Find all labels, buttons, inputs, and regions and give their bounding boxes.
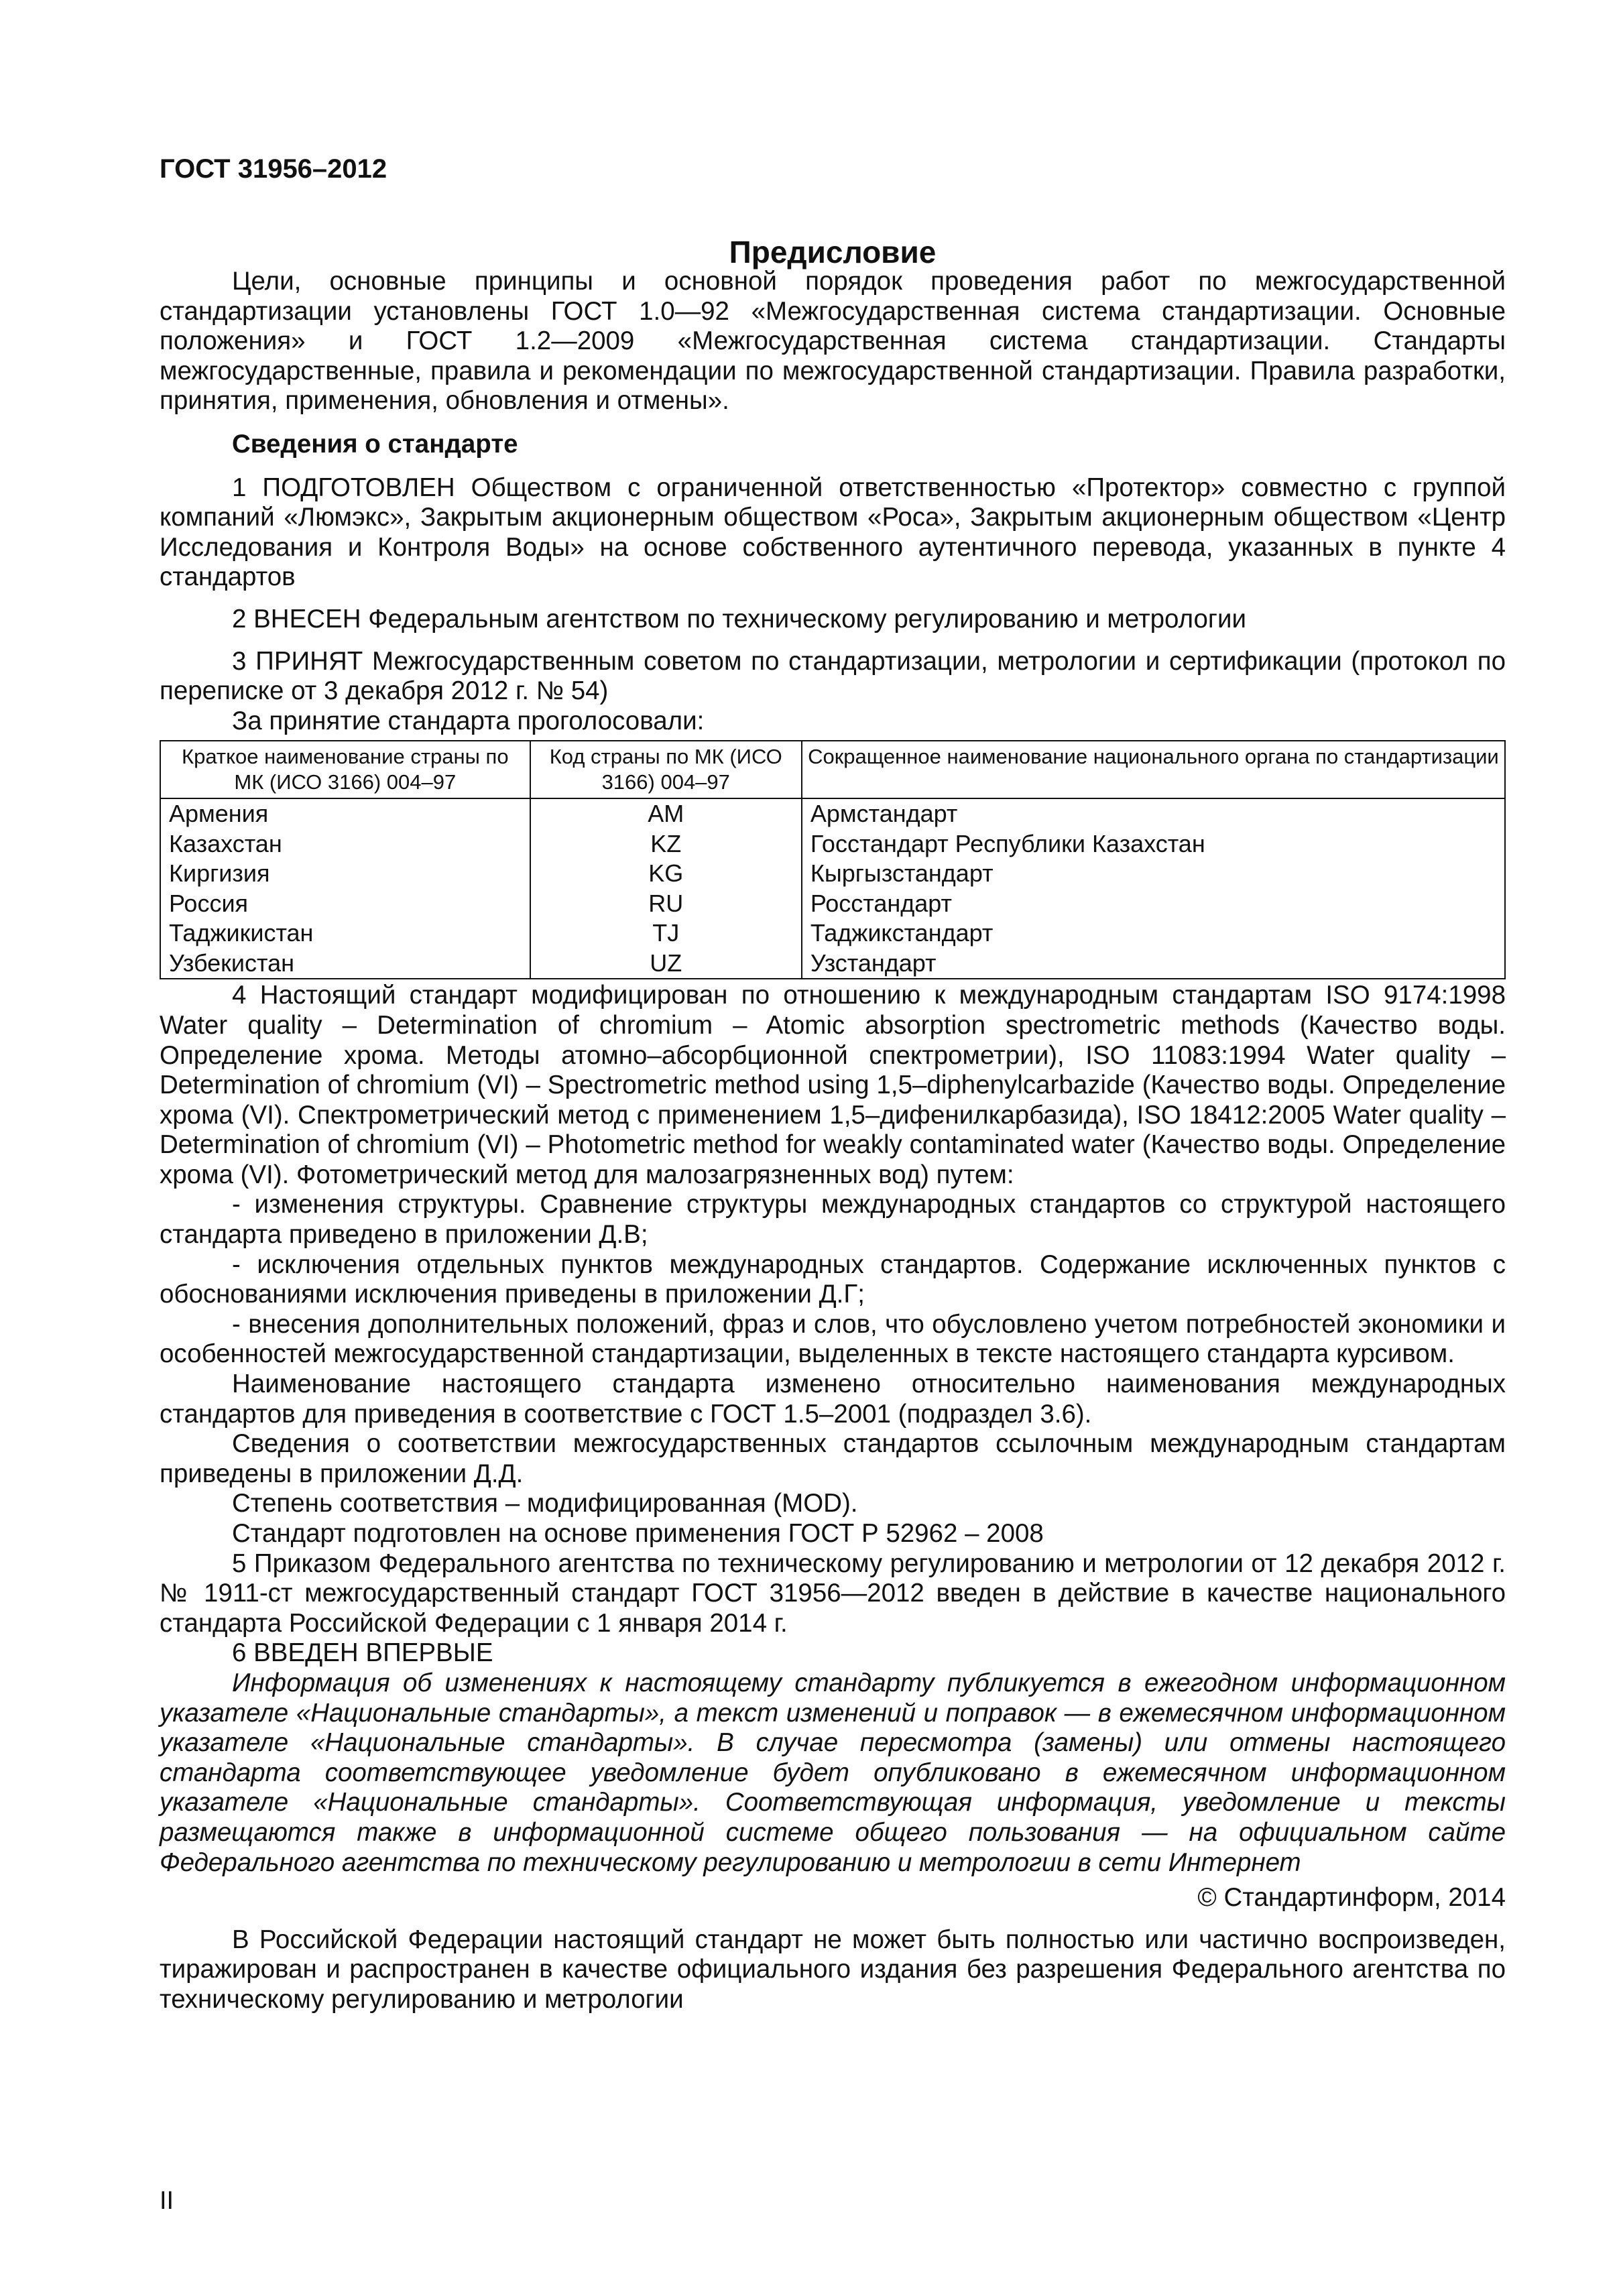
code-cell: AM [530,798,802,829]
body-cell: Таджикстандарт [802,918,1505,949]
item-4-bullet: - внесения дополнительных положений, фраз и слов, что обусловлено учетом потребностей экономики и особенностей межгосударственной стандартизации, выделенных в тексте настоящего стандарта курсивом. [160,1309,1506,1369]
country-cell: Узбекистан [160,949,530,979]
body-cell: Кыргызстандарт [802,859,1505,889]
changes-info-paragraph: Информация об изменениях к настоящему стандарту публикуется в ежегодном информационном указателе «Национальные стандарты», а текст изменений и поправок — в ежемесячном информационном указателе «Национальные стандарты». В случае пересмотра (замены) или отмены настоящего стандарта соответствующее уведомление будет опубликовано в ежемесячном информационном указателе «Национальные стандарты». Соответствующая информация, уведомление и тексты размещаются также в информационной системе общего пользования — на официальном сайте Федерального агентства по техническому регулированию и метрологии в сети Интернет [160,1668,1506,1877]
page-number: II [160,2187,174,2215]
references-paragraph: Сведения о соответствии межгосударственных стандартов ссылочным международным стандартам приведены в приложении Д.Д. [160,1429,1506,1488]
conformity-paragraph: Степень соответствия – модифицированная (MOD). [232,1489,858,1518]
section-subtitle: Сведения о стандарте [232,429,518,459]
item-4-paragraph: 4 Настоящий стандарт модифицирован по отношению к международным стандартам ISO 9174:1998 Water quality – Determination of chromium – Atomic absorption spectrometric methods (Качество воды. Определение хрома. Методы атомно–абсорбционной спектрометрии), ISO 11083:1994 Water quality – Determination of chromium (VI) – Spectrometric method using 1,5–diphenylcarbazide (Качество воды. Определение хрома (VI). Спектрометрический метод с применением 1,5–дифенилкарбазида), ISO 18412:2005 Water quality – Determination of chromium (VI) – Photometric method for weakly contaminated water (Качество воды. Определение хрома (VI). Фотометрический метод для малозагрязненных вод) путем: [160,981,1506,1189]
table-row [160,949,1505,979]
body-cell: Армстандарт [802,798,1505,829]
table-row [160,859,1505,889]
column-header-code: Код страны по МК (ИСО 3166) 004–97 [530,741,802,798]
column-header-country: Краткое наименование страны по МК (ИСО 3166) 004–97 [160,741,530,798]
countries-table [160,740,1506,979]
voted-caption: За принятие стандарта проголосовали: [232,706,705,735]
item-5-paragraph: 5 Приказом Федерального агентства по техническому регулированию и метрологии от 12 декабря 2012 г. № 1911-ст межгосударственный стандарт ГОСТ 31956—2012 введен в действие в качестве национального стандарта Российской Федерации с 1 января 2014 г. [160,1549,1506,1638]
code-cell: TJ [530,918,802,949]
column-header-body: Сокращенное наименование национального органа по стандартизации [802,741,1505,798]
item-4-bullet: - изменения структуры. Сравнение структуры международных стандартов со структурой настоящего стандарта приведено в приложении Д.В; [160,1190,1506,1250]
code-cell: UZ [530,949,802,979]
document-page [160,0,1506,2296]
copyright-line: © Стандартинформ, 2014 [1197,1883,1506,1913]
table-row [160,918,1505,949]
body-cell: Госстандарт Республики Казахстан [802,829,1505,859]
code-cell: KZ [530,829,802,859]
country-cell: Армения [160,798,530,829]
standard-header: ГОСТ 31956–2012 [160,154,387,184]
code-cell: KG [530,859,802,889]
country-cell: Киргизия [160,859,530,889]
table-row [160,889,1505,919]
page-title: Предисловие [729,235,937,269]
document-body [160,267,1506,2015]
basis-paragraph: Стандарт подготовлен на основе применения ГОСТ Р 52962 – 2008 [232,1519,1044,1548]
body-cell: Узстандарт [802,949,1505,979]
code-cell: RU [530,889,802,919]
item-4-bullet: - исключения отдельных пунктов международных стандартов. Содержание исключенных пунктов с обоснованиями исключения приведены в приложении Д.Г; [160,1250,1506,1309]
legal-notice: В Российской Федерации настоящий стандарт не может быть полностью или частично воспроизведен, тиражирован и распространен в качестве официального издания без разрешения Федерального агентства по техническому регулированию и метрологии [160,1925,1506,2014]
intro-paragraph: Цели, основные принципы и основной порядок проведения работ по межгосударственной стандартизации установлены ГОСТ 1.0—92 «Межгосударственная система стандартизации. Основные положения» и ГОСТ 1.2—2009 «Межгосударственная система стандартизации. Стандарты межгосударственные, правила и рекомендации по межгосударственной стандартизации. Правила разработки, принятия, применения, обновления и отмены». [160,267,1506,416]
country-cell: Таджикистан [160,918,530,949]
item-3-paragraph: 3 ПРИНЯТ Межгосударственным советом по стандартизации, метрологии и сертификации (протокол по переписке от 3 декабря 2012 г. № 54) [160,646,1506,706]
item-1-paragraph: 1 ПОДГОТОВЛЕН Обществом с ограниченной ответственностью «Протектор» совместно с группой компаний «Люмэкс», Закрытым акционерным обществом «Роса», Закрытым акционерным обществом «Центр Исследования и Контроля Воды» на основе собственного аутентичного перевода, указанных в пункте 4 стандартов [160,473,1506,592]
table-row [160,829,1505,859]
table-row [160,798,1505,829]
item-2-paragraph: 2 ВНЕСЕН Федеральным агентством по техническому регулированию и метрологии [232,604,1246,633]
title-change-paragraph: Наименование настоящего стандарта изменено относительно наименования международных стандартов для приведения в соответствие с ГОСТ 1.5–2001 (подраздел 3.6). [160,1370,1506,1429]
country-cell: Россия [160,889,530,919]
table-header-row [160,741,1505,798]
body-cell: Росстандарт [802,889,1505,919]
item-6-paragraph: 6 ВВЕДЕН ВПЕРВЫЕ [232,1638,493,1668]
country-cell: Казахстан [160,829,530,859]
